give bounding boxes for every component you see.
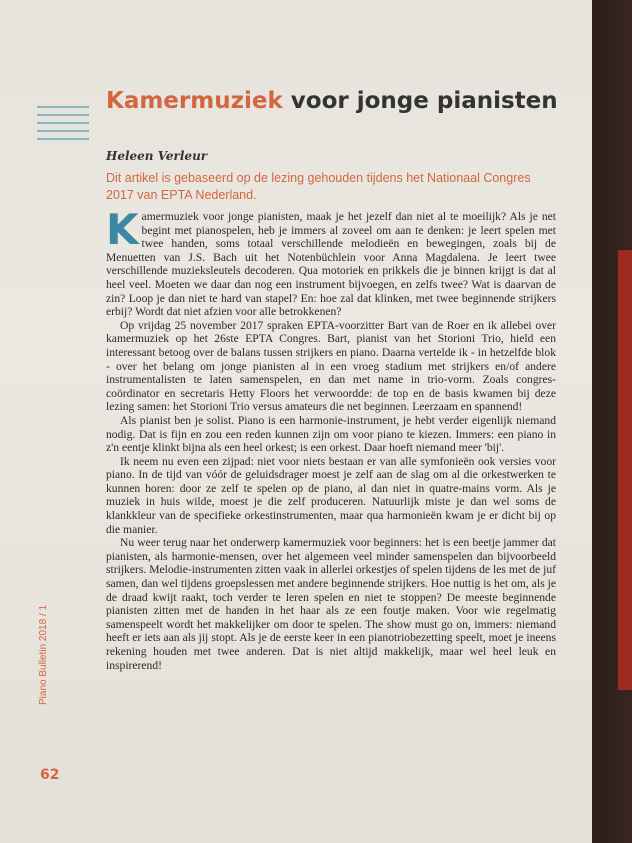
paragraph-1 [106, 205, 556, 319]
lead-paragraph: Dit artikel is gebaseerd op de lezing gehouden tijdens het Nationaal Congres 2017 van EPTA Nederland. [106, 171, 531, 202]
publication-label: Piano Bulletin 2018 / 1 [38, 604, 49, 705]
paragraph-4: Ik neem nu even een zijpad: niet voor niets bestaan er van alle symfonieën ook versies voor piano. In de tijd van vóór de geluidsdrager moest je zelf aan de slag om al die orkestwerken te kunnen horen: door ze zelf te spelen op de piano, al dan niet in quatre-mains vorm. Als je muziek in huis wilde, moest je die zelf produceren. Natuurlijk miste je dan wel soms de klankkleur van de specifieke orkestinstrumenten, maar qua harmonieën kwam je er dicht bij op die manier. [106, 454, 556, 536]
author-name: Heleen Verleur [106, 149, 208, 163]
page-number: 62 [40, 767, 60, 783]
title-accent: Kamermuziek [106, 88, 283, 114]
drop-cap: K [106, 205, 139, 254]
paragraph-3: Als pianist ben je solist. Piano is een harmonie-instrument, je hebt verder eigenlijk niemand nodig. Dat is fijn en zou een reden kunnen zijn om voor piano te kiezen. Immers: een piano in z'n eentje klinkt bijna als een heel orkest; is een orkest. Daar hoeft niemand meer 'bij'. [106, 413, 556, 455]
paragraph-1-text: amermuziek voor jonge pianisten, maak je het jezelf dan niet al te moeilijk? Als je net begint met pianospelen, heb je immers al zoveel om aan te denken: je leert spelen met twee handen, soms totaal verschillende melodieën en bewegingen, zoals bij de Menuetten van J.S. Bach uit het Notenbüchlein voor Anna Magdalena. Je leert twee verschillende muzieksleutels decoderen. Qua motoriek en prikkels die je binnen krijgt is dat al heel veel. Moeten we daar dan nog een instrument bijvoegen, en zelfs twee? Wat is daarvan de zin? Loop je dan niet te hard van stapel? En: hoe zal dat klinken, met twee beginnende strijkers erbij? Wordt dat niet afzien voor alle betrokkenen? [106, 210, 556, 319]
paragraph-2: Op vrijdag 25 november 2017 spraken EPTA-voorzitter Bart van de Roer en ik allebei over kamermuziek op het 26ste EPTA Congres. Bart, pianist van het Storioni Trio, hield een interessant betoog over de balans tussen strijkers en piano. Daarna vertelde ik - in hetzelfde blok - over het belang om jonge pianisten al in een vroeg stadium met strijkers en/of andere instrumentalisten te laten samenspelen, en dan met name in trio-vorm. Zoals congres-coördinator en secretaris Hetty Floors het verwoordde: de top en de basis kwamen bij deze lezing samen: het Storioni Trio versus amateurs die net beginnen. Leerzaam en spannend! [106, 318, 556, 414]
paragraph-5: Nu weer terug naar het onderwerp kamermuziek voor beginners: het is een beetje jammer dat pianisten, als harmonie-mensen, over het algemeen veel minder samenspelen dan bijvoorbeeld strijkers. Melodie-instrumenten zitten vaak in allerlei orkestjes of spelen tijdens de les met de juf samen, dan wel tijdens groepslessen met andere beginnende strijkers. Hoe nuttig is het om, als je de draad kwijt raakt, toch verder te leren spelen en niet te stoppen? De meeste beginnende pianisten zitten met de handen in het haar als ze een foutje maken. Voor wie regelmatig samenspeelt wordt het makkelijker om door te spelen. The show must go on, immers: niemand heeft er iets aan als jij stopt. Als je de eerste keer in een pianotriobezetting speelt, moet je ineens rekening houden met twee anderen. Dat is niet altijd makkelijk, maar wel heel leuk en inspirerend! [106, 536, 556, 672]
title-rest: voor jonge pianisten [290, 88, 558, 114]
background-object [618, 250, 632, 690]
article-body [106, 205, 556, 672]
decorative-stripes [37, 106, 89, 146]
article-title [106, 88, 558, 114]
